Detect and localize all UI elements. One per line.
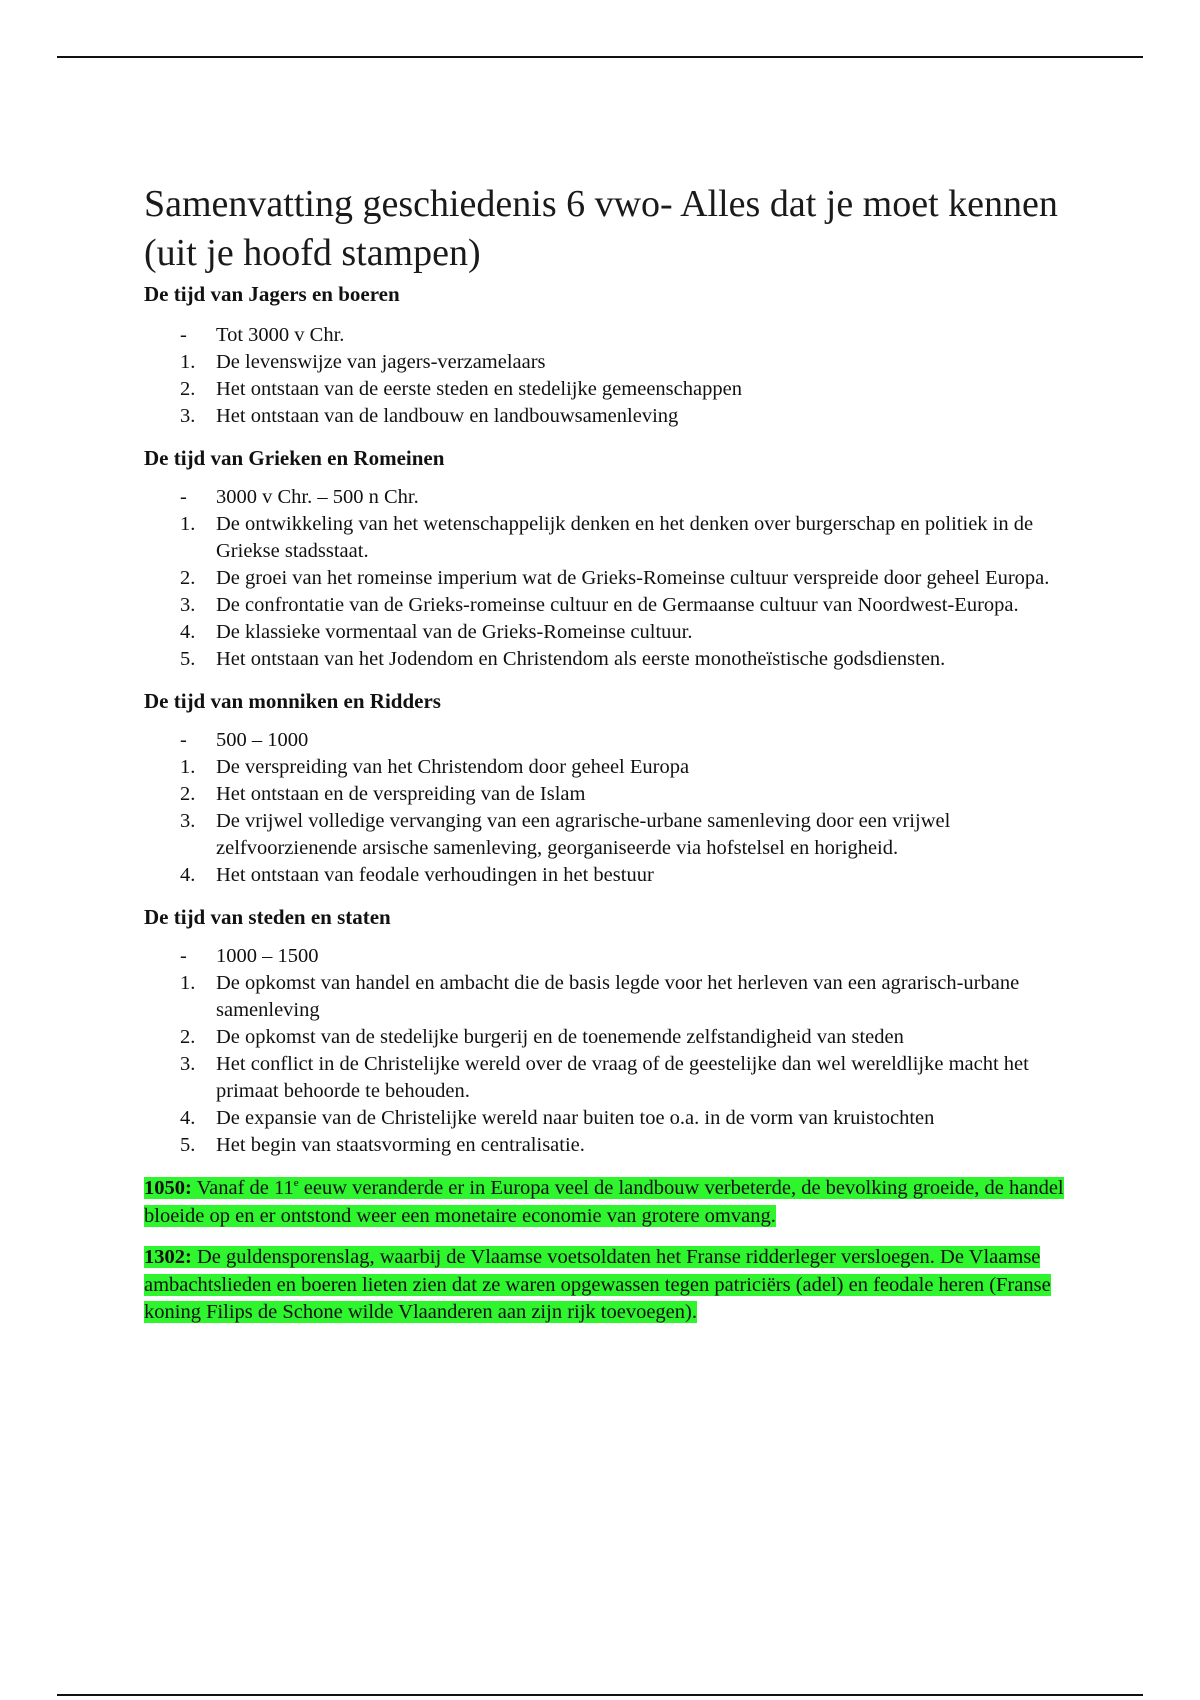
page-content <box>144 180 1064 1327</box>
list-item: 2. De groei van het romeinse imperium wat de Grieks-Romeinse cultuur verspreide door geheel Europa. <box>180 567 1050 589</box>
list-item: 3. Het conflict in de Christelijke wereld over de vraag of de geestelijke dan wel wereldlijke macht het primaat behoorde te behouden. <box>180 1053 1029 1102</box>
dash-marker: - <box>180 324 187 346</box>
section-heading: De tijd van Grieken en Romeinen <box>144 446 445 470</box>
bottom-rule <box>57 1694 1143 1696</box>
period-item: - Tot 3000 v Chr. <box>144 322 1064 349</box>
highlight: 1050: Vanaf de 11e eeuw veranderde er in Europa veel de landbouw verbeterde, de bevolking groeide, de handel bloeide op en er ontstond weer een monetaire economie van grotere omvang. <box>144 1177 1064 1227</box>
highlight: 1302: De guldensporenslag, waarbij de Vlaamse voetsoldaten het Franse ridderleger versloegen. De Vlaamse ambachtslieden en boeren lieten zien dat ze waren opgewassen tegen patriciërs (adel) en feodale heren (Franse koning Filips de Schone wilde Vlaanderen aan zijn rijk toevoegen). <box>144 1246 1051 1323</box>
list-item: 3. Het ontstaan van de landbouw en landbouwsamenleving <box>180 405 679 427</box>
list-item: 4. De expansie van de Christelijke wereld naar buiten toe o.a. in de vorm van kruistochten <box>180 1107 935 1129</box>
item-list <box>144 322 1064 430</box>
dash-marker: - <box>180 729 187 751</box>
section-heading: De tijd van monniken en Ridders <box>144 689 441 713</box>
list-item: 3. De confrontatie van de Grieks-romeinse cultuur en de Germaanse cultuur van Noordwest-Europa. <box>180 594 1019 616</box>
list-item: 2. Het ontstaan van de eerste steden en stedelijke gemeenschappen <box>180 378 742 400</box>
section-grieken-romeinen <box>144 444 1064 673</box>
list-item: 1. De levenswijze van jagers-verzamelaars <box>180 351 546 373</box>
period-item: - 500 – 1000 <box>144 727 1064 754</box>
list-item: 5. Het begin van staatsvorming en centralisatie. <box>180 1134 585 1156</box>
note-year: 1302: <box>144 1246 192 1268</box>
page-title: Samenvatting geschiedenis 6 vwo- Alles dat je moet kennen (uit je hoofd stampen) <box>144 183 1058 274</box>
period-item: - 1000 – 1500 <box>144 943 1064 970</box>
list-item: 1. De opkomst van handel en ambacht die de basis legde voor het herleven van een agrarisch-urbane samenleving <box>180 972 1020 1021</box>
note-1302 <box>144 1244 1064 1327</box>
item-list <box>144 484 1064 673</box>
section-steden-staten <box>144 903 1064 1159</box>
section-jagers-boeren <box>144 280 1064 430</box>
list-item: 1. De ontwikkeling van het wetenschappelijk denken en het denken over burgerschap en politiek in de Griekse stadsstaat. <box>180 513 1034 562</box>
list-item: 4. Het ontstaan van feodale verhoudingen in het bestuur <box>180 864 654 886</box>
dash-marker: - <box>180 945 187 967</box>
list-item: 3. De vrijwel volledige vervanging van een agrarische-urbane samenleving door een vrijwel zelfvoorzienende arsische samenleving, georganiseerde via hofstelsel en horigheid. <box>180 810 951 859</box>
note-year: 1050: <box>144 1177 192 1199</box>
item-list <box>144 943 1064 1159</box>
list-item: 2. Het ontstaan en de verspreiding van de Islam <box>180 783 586 805</box>
section-monniken-ridders <box>144 687 1064 889</box>
item-list <box>144 727 1064 889</box>
list-item: 1. De verspreiding van het Christendom door geheel Europa <box>180 756 690 778</box>
list-item: 5. Het ontstaan van het Jodendom en Christendom als eerste monotheïstische godsdiensten. <box>180 648 946 670</box>
list-item: 4. De klassieke vormentaal van de Grieks-Romeinse cultuur. <box>180 621 693 643</box>
section-heading: De tijd van steden en staten <box>144 905 391 929</box>
list-item: 2. De opkomst van de stedelijke burgerij en de toenemende zelfstandigheid van steden <box>180 1026 904 1048</box>
period-item: - 3000 v Chr. – 500 n Chr. <box>144 484 1064 511</box>
dash-marker: - <box>180 486 187 508</box>
section-heading: De tijd van Jagers en boeren <box>144 282 400 306</box>
top-rule <box>57 56 1143 58</box>
note-1050 <box>144 1175 1064 1230</box>
